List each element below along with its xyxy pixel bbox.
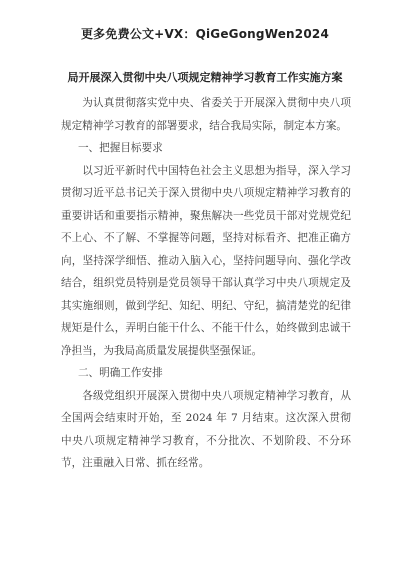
- intro-paragraph: 为认真贯彻落实党中央、省委关于开展深入贯彻中央八项规定精神学习教育的部署要求，结合我局实际，制定本方案。: [61, 97, 351, 132]
- section-heading-1: 一、把握目标要求: [77, 142, 163, 154]
- watermark-header: 更多免费公文+VX：QiGeGongWen2024: [80, 27, 329, 41]
- section-paragraph-1: 以习近平新时代中国特色社会主义思想为指导，深入学习贯彻习近平总书记关于深入贯彻中央八项规定精神学习教育的重要讲话和重要指示精神，聚焦解决一些党员干部对党规党纪不上心、不了解、不掌握等问题，坚持对标看齐、把准正确方向，坚持深学细悟、推动入脑入心，坚持问题导向、强化学改结合，组织党员特别是党员领导干部认真学习中央八项规定及其实施细则，做到学纪、知纪、明纪、守纪，搞清楚党的纪律规矩是什么，弄明白能干什么、不能干什么，始终做到忠诚干净担当，为我局高质量发展提供坚强保证。: [61, 164, 351, 357]
- document-title: 局开展深入贯彻中央八项规定精神学习教育工作实施方案: [67, 71, 343, 84]
- section-heading-2: 二、明确工作安排: [77, 367, 163, 379]
- document-body: [61, 92, 351, 475]
- section-paragraph-2: 各级党组织开展深入贯彻中央八项规定精神学习教育，从全国两会结束时开始，至 2024 年 7 月结束。这次深入贯彻中央八项规定精神学习教育，不分批次、不划阶段、不分环节，注重融入日常、抓在经常。: [61, 389, 351, 469]
